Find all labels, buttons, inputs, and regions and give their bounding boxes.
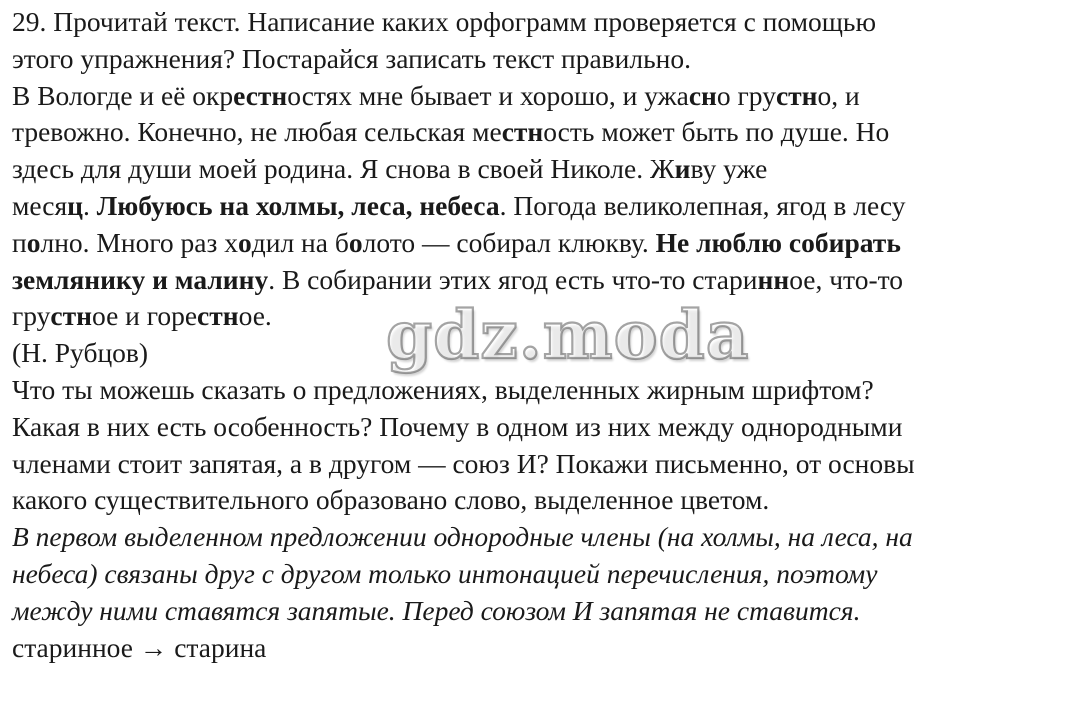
answer-line-2: небеса) связаны друг с другом только интонацией перечисления, поэтому xyxy=(12,557,878,589)
text-fragment: гру xyxy=(12,300,51,332)
question-line-3: членами стоит запятая, а в другом — союз И? Покажи письменно, от основы xyxy=(12,447,915,479)
watermark-logo: gdz.moda xyxy=(386,296,750,374)
question-line-2: Какая в них есть особенность? Почему в одном из них между однородными xyxy=(12,410,903,442)
text-fragment: . Погода великолепная, ягод в лесу xyxy=(499,189,906,221)
spelling-highlight: о xyxy=(348,226,363,258)
text-fragment: остях мне бывает и хорошо, и ужа xyxy=(287,79,689,111)
text-fragment: дил на б xyxy=(251,226,349,258)
text-fragment: лно. Много раз х xyxy=(40,226,238,258)
spelling-highlight: и xyxy=(674,153,691,185)
task-line-2: этого упражнения? Постарайся записать текст правильно. xyxy=(12,42,691,74)
text-fragment: ое и горе xyxy=(91,300,198,332)
text-fragment: здесь для души моей родина. Я снова в своей Николе. Ж xyxy=(12,153,675,185)
text-fragment: тревожно. Конечно, не любая сельская ме xyxy=(12,116,502,148)
text-line-6 xyxy=(12,262,1074,299)
bold-sentence-2-end: землянику и малину xyxy=(12,263,269,295)
spelling-highlight: стн xyxy=(50,300,92,332)
bold-sentence-2: Не люблю собирать xyxy=(655,226,901,258)
spelling-highlight: сн xyxy=(688,79,717,111)
spelling-highlight: стн xyxy=(775,79,818,111)
text-line-4 xyxy=(12,188,1074,225)
text-fragment: ое. xyxy=(238,300,272,332)
text-fragment: о, и xyxy=(817,79,860,111)
text-fragment: ву уже xyxy=(690,153,768,185)
text-line-2 xyxy=(12,114,1074,151)
text-line-5 xyxy=(12,225,1074,262)
spelling-highlight: о xyxy=(26,226,41,258)
text-fragment: о гру xyxy=(716,79,776,111)
text-fragment: В Вологде и её окр xyxy=(12,79,234,111)
question-line-1: Что ты можешь сказать о предложениях, выделенных жирным шрифтом? xyxy=(12,373,874,405)
spelling-highlight: стн xyxy=(197,300,239,332)
text-fragment: ость может быть по душе. Но xyxy=(543,116,890,148)
text-line-1 xyxy=(12,78,1074,115)
answer-line-4: старинное → старина xyxy=(12,631,267,663)
text-line-7 xyxy=(12,298,1074,335)
text-line-3 xyxy=(12,151,1074,188)
spelling-highlight: нн xyxy=(757,263,790,295)
spelling-highlight: естн xyxy=(233,79,288,111)
author: (Н. Рубцов) xyxy=(12,337,149,369)
text-fragment: п xyxy=(12,226,27,258)
answer-line-3: между ними ставятся запятые. Перед союзом И запятая не ставится. xyxy=(12,594,861,626)
text-fragment: . В собирании этих ягод есть что-то стари xyxy=(268,263,758,295)
spelling-highlight: о xyxy=(238,226,252,258)
question-line-4: какого существительного образовано слово, выделенное цветом. xyxy=(12,484,770,516)
spelling-highlight: ц xyxy=(67,189,84,221)
task-line-1: 29. Прочитай текст. Написание каких орфограмм проверяется с помощью xyxy=(12,6,877,37)
text-fragment: ое, что-то xyxy=(789,263,904,295)
text-fragment: меся xyxy=(12,189,68,221)
answer-line-1: В первом выделенном предложении однородные члены (на холмы, на леса, на xyxy=(12,521,913,553)
exercise-page xyxy=(12,4,1074,666)
text-fragment: лото — собирал клюкву. xyxy=(362,226,656,258)
text-fragment: . xyxy=(83,189,97,221)
bold-sentence-1: Любуюсь на холмы, леса, небеса xyxy=(96,189,500,221)
spelling-highlight: стн xyxy=(501,116,544,148)
